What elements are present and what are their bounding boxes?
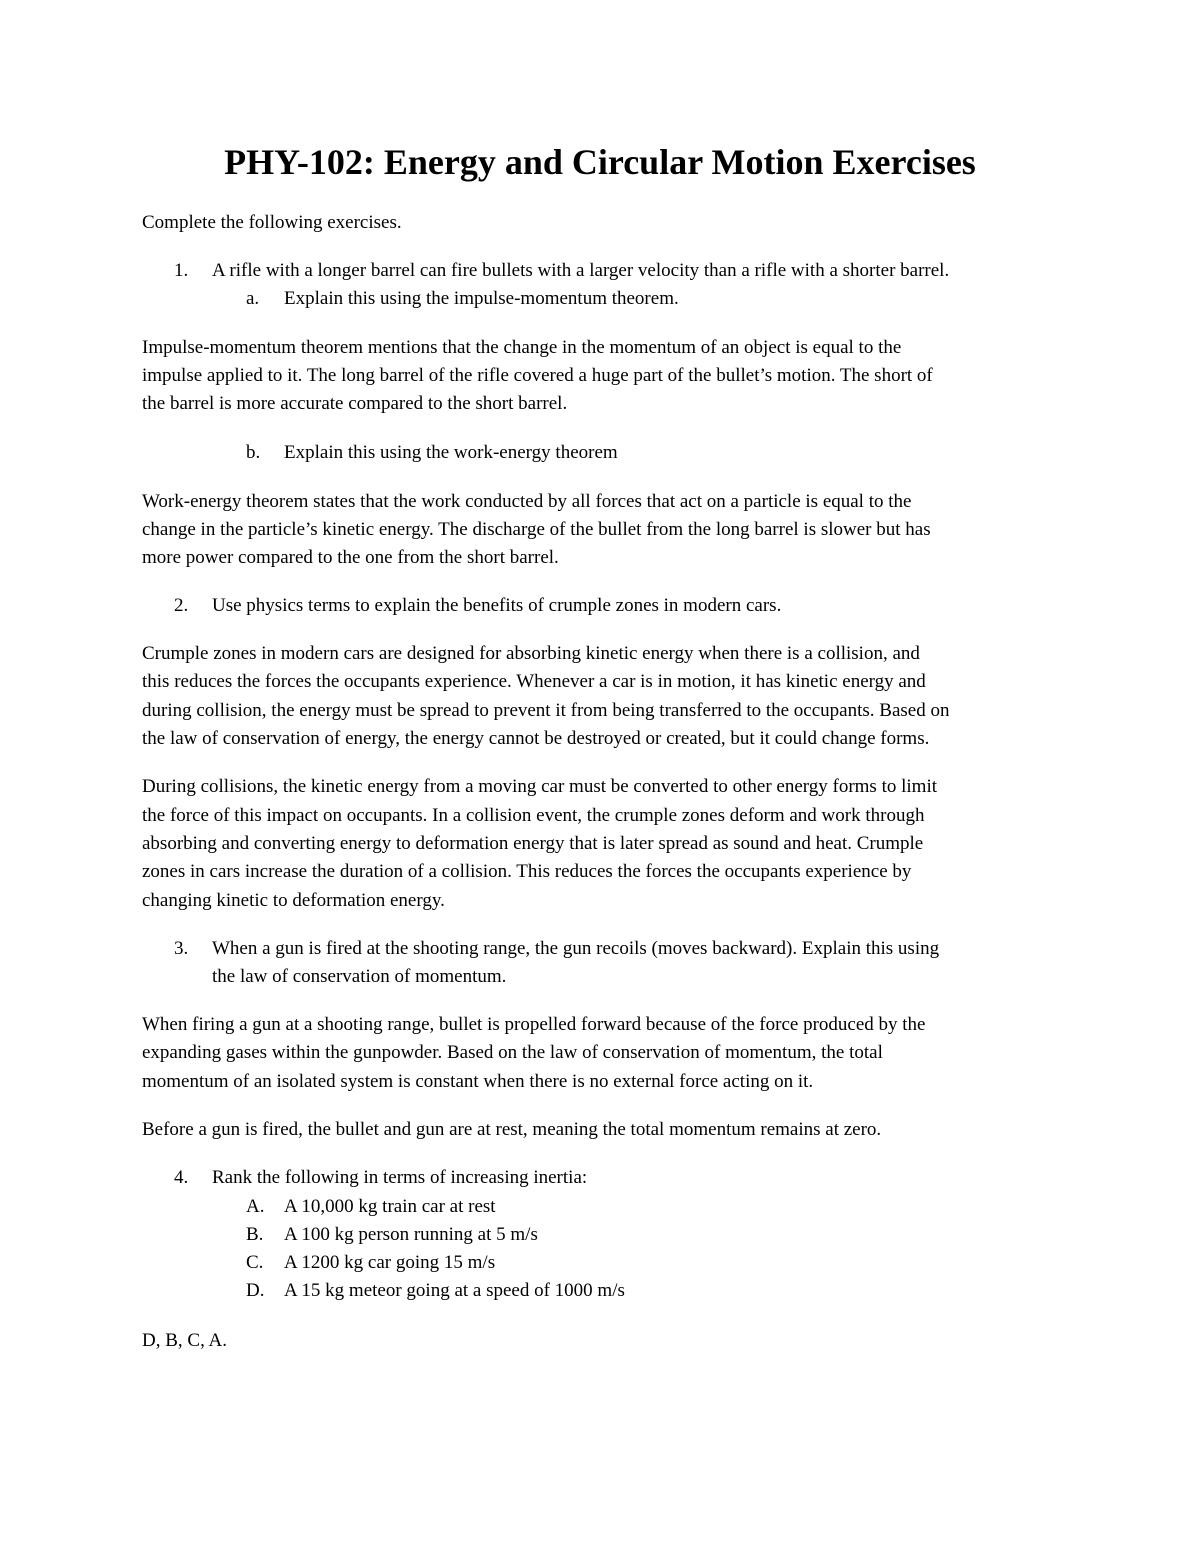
question-4-number: 4. bbox=[174, 1167, 189, 1188]
answer-2-p1-line: during collision, the energy must be spread to prevent it from being transferred to the occupants. Based on bbox=[142, 700, 950, 721]
answer-1b-line: change in the particle’s kinetic energy. The discharge of the bullet from the long barrel is slower but has bbox=[142, 519, 931, 540]
answer-3-p2: Before a gun is fired, the bullet and gun are at rest, meaning the total momentum remains at zero. bbox=[142, 1119, 882, 1140]
answer-3-p1-line: expanding gases within the gunpowder. Based on the law of conservation of momentum, the total bbox=[142, 1042, 883, 1063]
question-3-text-line: the law of conservation of momentum. bbox=[212, 966, 507, 987]
question-1-number: 1. bbox=[174, 260, 189, 281]
answer-2-p2-line: the force of this impact on occupants. In a collision event, the crumple zones deform and work through bbox=[142, 805, 925, 826]
answer-2-p1-line: Crumple zones in modern cars are designed for absorbing kinetic energy when there is a collision, and bbox=[142, 643, 920, 664]
question-2-text: Use physics terms to explain the benefits of crumple zones in modern cars. bbox=[212, 595, 782, 616]
answer-1a-line: Impulse-momentum theorem mentions that the change in the momentum of an object is equal to the bbox=[142, 337, 902, 358]
answer-2-p2-line: changing kinetic to deformation energy. bbox=[142, 890, 445, 911]
answer-2-p1-line: the law of conservation of energy, the energy cannot be destroyed or created, but it could change forms. bbox=[142, 728, 930, 749]
answer-2-p1-line: this reduces the forces the occupants experience. Whenever a car is in motion, it has kinetic energy and bbox=[142, 671, 926, 692]
answer-3-p1-line: momentum of an isolated system is constant when there is no external force acting on it. bbox=[142, 1071, 814, 1092]
answer-3-p1-line: When firing a gun at a shooting range, bullet is propelled forward because of the force produced by the bbox=[142, 1014, 926, 1035]
answer-1b-line: Work-energy theorem states that the work conducted by all forces that act on a particle is equal to the bbox=[142, 491, 912, 512]
document-title: PHY-102: Energy and Circular Motion Exercises bbox=[224, 142, 976, 182]
question-1-text: A rifle with a longer barrel can fire bullets with a larger velocity than a rifle with a shorter barrel. bbox=[212, 260, 950, 281]
question-3-number: 3. bbox=[174, 938, 189, 959]
option-marker: B. bbox=[246, 1224, 264, 1245]
answer-2-p2-line: During collisions, the kinetic energy from a moving car must be converted to other energy forms to limit bbox=[142, 776, 938, 797]
question-1b-marker: b. bbox=[246, 442, 261, 463]
option-marker: D. bbox=[246, 1280, 265, 1301]
answer-2-p2-line: zones in cars increase the duration of a collision. This reduces the forces the occupants experience by bbox=[142, 861, 912, 882]
question-4-text: Rank the following in terms of increasing inertia: bbox=[212, 1167, 588, 1188]
answer-1a-line: impulse applied to it. The long barrel of the rifle covered a huge part of the bullet’s motion. The short of bbox=[142, 365, 933, 386]
question-1b-text: Explain this using the work-energy theorem bbox=[284, 442, 618, 463]
option-marker: A. bbox=[246, 1196, 265, 1217]
question-3-text-line: When a gun is fired at the shooting range, the gun recoils (moves backward). Explain this using bbox=[212, 938, 940, 959]
question-2-number: 2. bbox=[174, 595, 189, 616]
question-1a-marker: a. bbox=[246, 288, 260, 309]
option-marker: C. bbox=[246, 1252, 264, 1273]
intro-text: Complete the following exercises. bbox=[142, 212, 402, 233]
answer-1a-line: the barrel is more accurate compared to the short barrel. bbox=[142, 393, 568, 414]
answer-2-p2-line: absorbing and converting energy to deformation energy that is later spread as sound and heat. Crumple bbox=[142, 833, 924, 854]
question-1a-text: Explain this using the impulse-momentum theorem. bbox=[284, 288, 679, 309]
answer-4: D, B, C, A. bbox=[142, 1330, 227, 1351]
option-text: A 1200 kg car going 15 m/s bbox=[284, 1252, 496, 1273]
option-text: A 10,000 kg train car at rest bbox=[284, 1196, 496, 1217]
answer-1b-line: more power compared to the one from the short barrel. bbox=[142, 547, 559, 568]
option-text: A 100 kg person running at 5 m/s bbox=[284, 1224, 538, 1245]
option-text: A 15 kg meteor going at a speed of 1000 m/s bbox=[284, 1280, 625, 1301]
